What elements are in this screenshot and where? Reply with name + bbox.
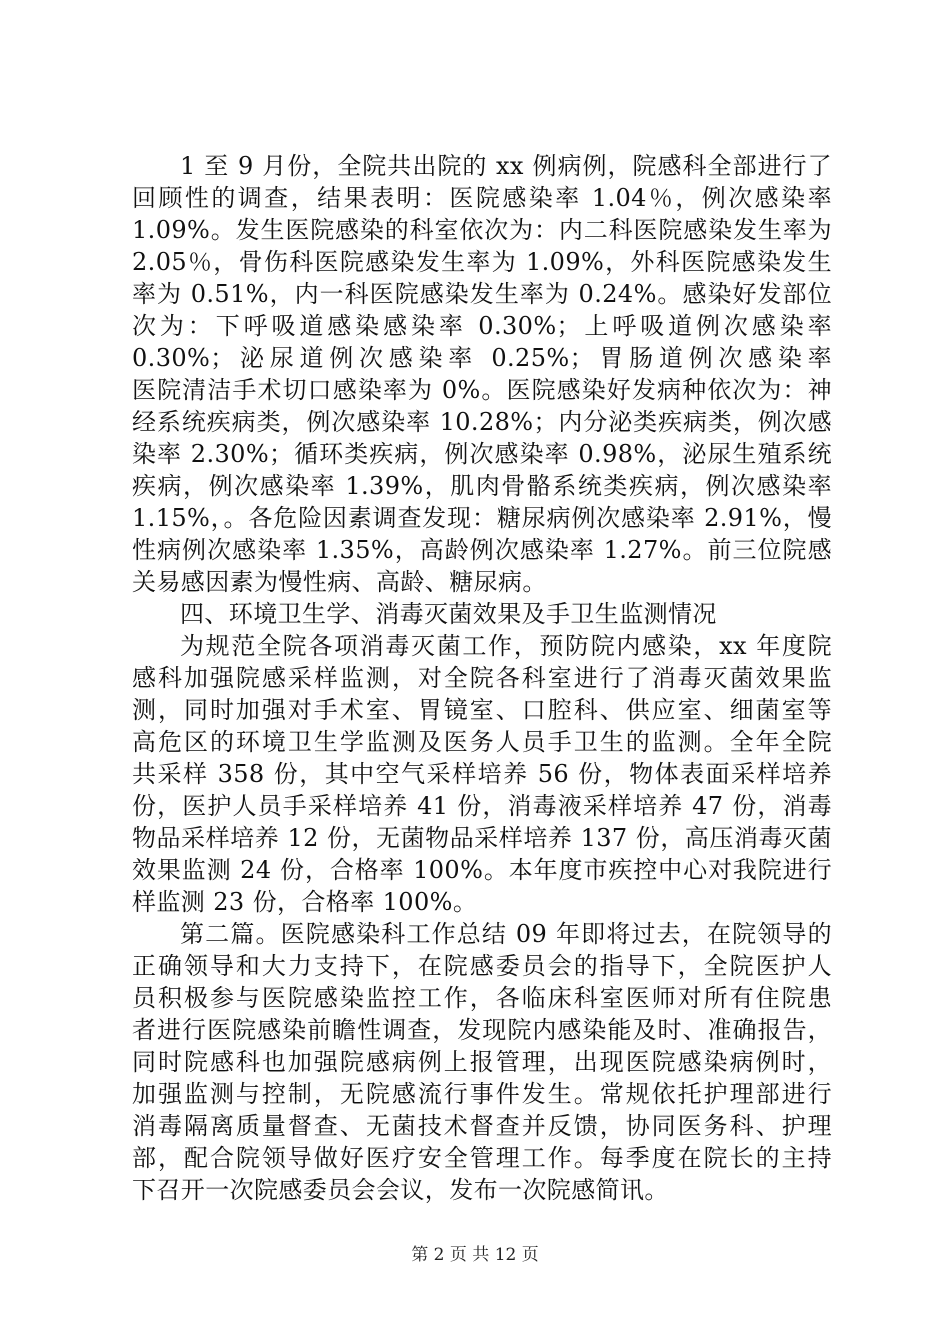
text-line: 第二篇。医院感染科工作总结 09 年即将过去，在院领导的	[180, 920, 832, 948]
text-line: 样监测 23 份，合格率 100%。	[132, 888, 478, 916]
text-line: 1.09%。发生医院感染的科室依次为：内二科医院感染发生率为	[132, 216, 832, 244]
text-line: 2.05％，骨伤科医院感染发生率为 1.09%，外科医院感染发生	[132, 248, 832, 276]
text-line: 共采样 358 份，其中空气采样培养 56 份，物体表面采样培养	[132, 760, 832, 788]
text-line: 测，同时加强对手术室、胃镜室、口腔科、供应室、细菌室等	[132, 696, 832, 724]
page-number: 第 2 页 共 12 页	[411, 1245, 539, 1265]
text-line: 下召开一次院感委员会会议，发布一次院感简讯。	[132, 1176, 669, 1204]
text-line: 高危区的环境卫生学监测及医务人员手卫生的监测。全年全院	[132, 728, 832, 756]
text-line: 率为 0.51%，内一科医院感染发生率为 0.24%。感染好发部位	[132, 280, 832, 308]
body-text	[132, 150, 832, 1206]
text-line: 次为：下呼吸道感染感染率 0.30%；上呼吸道例次感染率	[132, 312, 832, 340]
text-line: 感科加强院感采样监测，对全院各科室进行了消毒灭菌效果监	[132, 664, 832, 692]
text-line: 加强监测与控制，无院感流行事件发生。常规依托护理部进行	[132, 1080, 832, 1108]
text-line: 效果监测 24 份，合格率 100%。本年度市疾控中心对我院进行	[132, 856, 832, 884]
text-line: 份，医护人员手采样培养 41 份，消毒液采样培养 47 份，消毒	[132, 792, 832, 820]
text-line: 回顾性的调查，结果表明：医院感染率 1.04％，例次感染率	[132, 184, 832, 212]
section-heading: 四、环境卫生学、消毒灭菌效果及手卫生监测情况	[180, 600, 717, 628]
text-line: 1.15%，。各危险因素调查发现：糖尿病例次感染率 2.91%，慢	[132, 504, 832, 532]
text-line: 部，配合院领导做好医疗安全管理工作。每季度在院长的主持	[132, 1144, 832, 1172]
text-line: 0.30%；泌尿道例次感染率 0.25%；胃肠道例次感染率	[132, 344, 832, 372]
text-line: 消毒隔离质量督查、无菌技术督查并反馈，协同医务科、护理	[132, 1112, 832, 1140]
text-line: 1 至 9 月份，全院共出院的 xx 例病例，院感科全部进行了	[180, 152, 832, 180]
text-line: 为规范全院各项消毒灭菌工作，预防院内感染，xx 年度院	[180, 632, 832, 660]
text-line: 染率 2.30%；循环类疾病，例次感染率 0.98%，泌尿生殖系统	[132, 440, 832, 468]
text-line: 疾病，例次感染率 1.39%，肌肉骨骼系统类疾病，例次感染率	[132, 472, 832, 500]
text-line: 员积极参与医院感染监控工作，各临床科室医师对所有住院患	[132, 984, 832, 1012]
text-line: 关易感因素为慢性病、高龄、糖尿病。	[132, 568, 547, 596]
text-line: 医院清洁手术切口感染率为 0%。医院感染好发病种依次为：神	[132, 376, 832, 404]
text-line: 经系统疾病类，例次感染率 10.28%；内分泌类疾病类，例次感	[132, 408, 832, 436]
text-line: 物品采样培养 12 份，无菌物品采样培养 137 份，高压消毒灭菌	[132, 824, 832, 852]
text-line: 正确领导和大力支持下，在院感委员会的指导下，全院医护人	[132, 952, 832, 980]
text-line: 者进行医院感染前瞻性调查，发现院内感染能及时、准确报告，	[132, 1016, 832, 1044]
text-line: 同时院感科也加强院感病例上报管理，出现医院感染病例时，	[132, 1048, 832, 1076]
text-line: 性病例次感染率 1.35%，高龄例次感染率 1.27%。前三位院感	[132, 536, 832, 564]
